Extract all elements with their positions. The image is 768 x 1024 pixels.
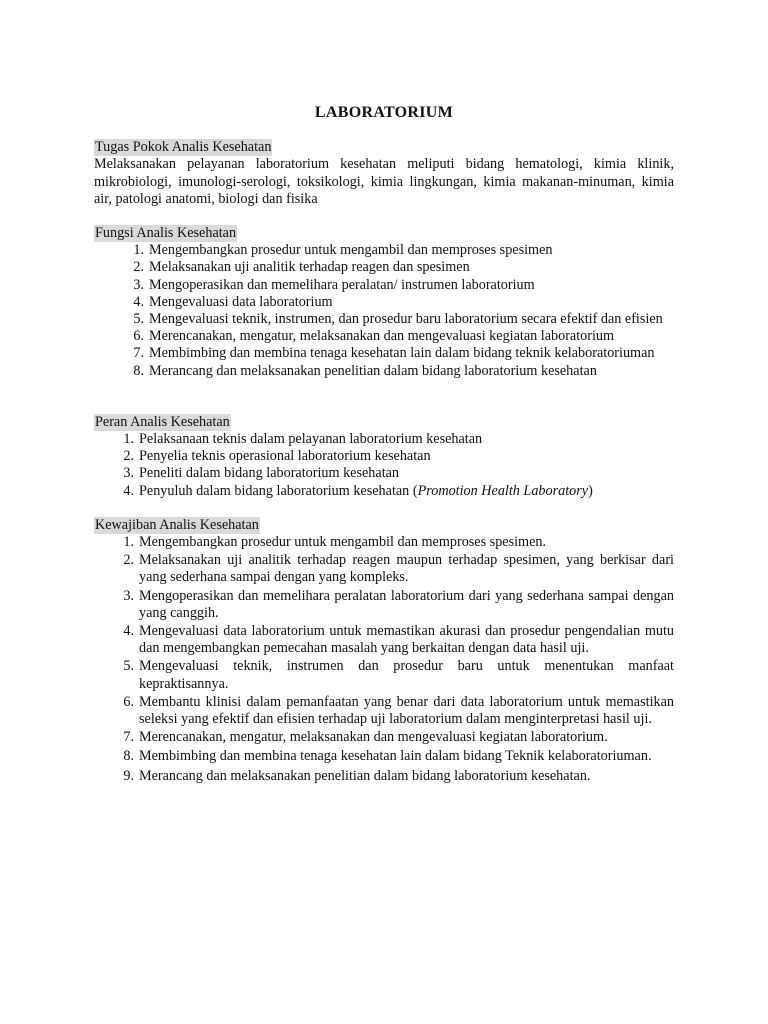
list-item <box>94 694 674 728</box>
list-item-text: Melaksanakan uji analitik terhadap reagen maupun terhadap spesimen, yang berkisar dari yang sederhana sampai dengan yang kompleks. <box>139 552 674 586</box>
list-item-text: Mengoperasikan dan memelihara peralatan/ instrumen laboratorium <box>149 276 535 293</box>
list-item-text: Merancang dan melaksanakan penelitian dalam bidang laboratorium kesehatan. <box>139 767 591 784</box>
list-item-number: 6. <box>123 693 134 710</box>
list-item-number: 3. <box>133 276 144 293</box>
list-item <box>94 552 674 586</box>
peran-list <box>94 431 674 500</box>
list-item <box>94 277 674 294</box>
list-item-text: Membimbing dan membina tenaga kesehatan lain dalam bidang teknik kelaboratoriuman <box>149 345 655 362</box>
list-item <box>94 431 674 448</box>
section-fungsi <box>94 225 674 380</box>
list-item-text: Merancang dan melaksanakan penelitian dalam bidang laboratorium kesehatan <box>149 362 597 379</box>
list-item-number: 5. <box>133 311 144 328</box>
list-item-number: 8. <box>123 747 134 764</box>
list-item-text: Melaksanakan uji analitik terhadap reagen dan spesimen <box>149 259 470 276</box>
list-item-number: 1. <box>123 431 134 448</box>
list-item-number: 4. <box>123 482 134 499</box>
document-page <box>94 104 674 786</box>
list-item-text: Pelaksanaan teknis dalam pelayanan laboratorium kesehatan <box>139 431 483 448</box>
list-item <box>94 768 674 785</box>
list-item <box>94 259 674 276</box>
section-heading-tugas-pokok: Tugas Pokok Analis Kesehatan <box>95 139 272 156</box>
list-item-text: Mengevaluasi teknik, instrumen, dan prosedur baru laboratorium secara efektif dan efisien <box>149 311 663 328</box>
list-item-number: 9. <box>123 767 134 784</box>
list-item <box>94 729 674 746</box>
list-item-number: 4. <box>133 293 144 310</box>
list-item-text: Merencanakan, mengatur, melaksanakan dan mengevaluasi kegiatan laboratorium. <box>139 729 608 746</box>
list-item-text: Peneliti dalam bidang laboratorium kesehatan <box>139 465 400 482</box>
section-peran <box>94 414 674 500</box>
list-item-number: 6. <box>133 328 144 345</box>
kewajiban-list <box>94 534 674 785</box>
list-item <box>94 623 674 657</box>
list-item <box>94 242 674 259</box>
list-item-text: Merencanakan, mengatur, melaksanakan dan mengevaluasi kegiatan laboratorium <box>149 328 615 345</box>
list-item <box>94 345 674 362</box>
list-item-text: Mengembangkan prosedur untuk mengambil dan memproses spesimen <box>149 242 553 259</box>
list-item <box>94 448 674 465</box>
section-heading-kewajiban: Kewajiban Analis Kesehatan <box>95 516 259 533</box>
list-item-text: Mengevaluasi data laboratorium <box>149 293 333 310</box>
list-item-number: 2. <box>133 259 144 276</box>
list-item <box>94 363 674 380</box>
list-item-text: Membimbing dan membina tenaga kesehatan lain dalam bidang Teknik kelaboratoriuman. <box>139 747 652 764</box>
list-item <box>94 534 674 551</box>
fungsi-list <box>94 242 674 380</box>
list-item-number: 7. <box>133 345 144 362</box>
list-item <box>94 311 674 328</box>
document-title: LABORATORIUM <box>314 104 454 121</box>
list-item-text: Mengevaluasi data laboratorium untuk memastikan akurasi dan prosedur pengendalian mutu dan mengembangkan pemecahan masalah yang berkaitan dengan data hasil uji. <box>139 623 674 657</box>
list-item-number: 3. <box>123 587 134 604</box>
list-item <box>94 483 674 500</box>
list-item-number: 2. <box>123 552 134 569</box>
list-item-number: 8. <box>133 362 144 379</box>
section-heading-peran: Peran Analis Kesehatan <box>95 413 230 430</box>
list-item-number: 1. <box>133 242 144 259</box>
list-item <box>94 465 674 482</box>
section-heading-fungsi: Fungsi Analis Kesehatan <box>95 225 237 242</box>
list-item-text: Membantu klinisi dalam pemanfaatan yang benar dari data laboratorium untuk memastikan seleksi yang efektif dan efisien terhadap uji laboratorium dalam menginterpretasi hasil uji. <box>139 693 674 728</box>
section-tugas-pokok <box>94 139 674 208</box>
list-item-number: 2. <box>123 448 134 465</box>
list-item-number: 3. <box>123 465 134 482</box>
section-kewajiban <box>94 517 674 785</box>
list-item-text: Mengevaluasi teknik, instrumen dan prosedur baru untuk menentukan manfaat kepraktisannya. <box>139 658 674 692</box>
list-item <box>94 658 674 692</box>
list-item <box>94 588 674 622</box>
list-item-text: Penyuluh dalam bidang laboratorium kesehatan ( <box>139 482 418 499</box>
list-item <box>94 748 674 765</box>
list-item-text: Penyelia teknis operasional laboratorium kesehatan <box>139 448 431 465</box>
list-item-text-italic: Promotion Health Laboratory <box>417 482 589 499</box>
tugas-pokok-paragraph: Melaksanakan pelayanan laboratorium kesehatan meliputi bidang hematologi, kimia klinik, mikrobiologi, imunologi-serologi, toksikologi, kimia lingkungan, kimia makanan-minuman, kimia air, patologi anatomi, biologi dan fisika <box>94 156 674 207</box>
list-item-text-closing: ) <box>588 482 593 499</box>
list-item-text: Mengembangkan prosedur untuk mengambil dan memproses spesimen. <box>139 534 547 551</box>
list-item-text: Mengoperasikan dan memelihara peralatan laboratorium dari yang sederhana sampai dengan yang canggih. <box>139 587 674 621</box>
list-item-number: 5. <box>123 658 134 675</box>
list-item-number: 7. <box>123 729 134 746</box>
list-item-number: 1. <box>123 534 134 551</box>
list-item <box>94 294 674 311</box>
list-item-number: 4. <box>123 623 134 640</box>
list-item <box>94 328 674 345</box>
